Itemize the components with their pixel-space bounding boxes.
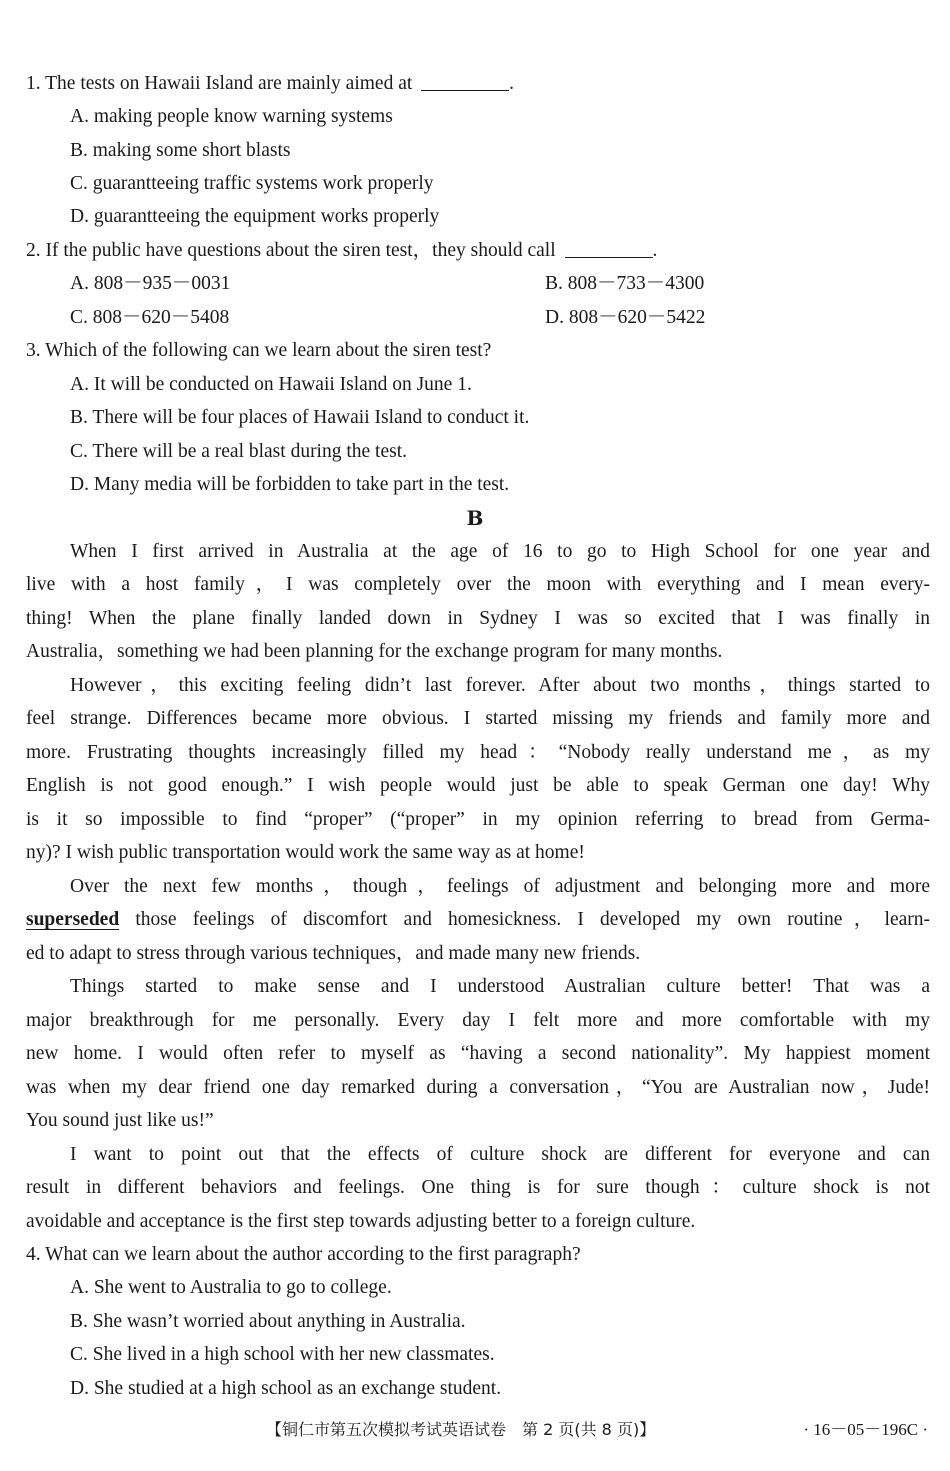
question-4-option-d: D. She studied at a high school as an exchange student. <box>70 1378 502 1399</box>
paragraph-3-line <box>26 903 930 937</box>
question-3-option-c: C. There will be a real blast during the test. <box>70 441 408 462</box>
answer-blank <box>565 235 653 258</box>
paragraph-5-line: avoidable and acceptance is the first step towards adjusting better to a foreign culture. <box>26 1211 696 1232</box>
question-4-option-a: A. She went to Australia to go to college. <box>70 1277 392 1298</box>
paragraph-3-line: ed to adapt to stress through various techniques，and made many new friends. <box>26 943 641 964</box>
question-2-text: 2. If the public have questions about the siren test，they should call <box>26 240 561 261</box>
paragraph-2-line: However，this exciting feeling didn’t last forever. After about two months，things started to <box>70 675 930 696</box>
question-3-option-a: A. It will be conducted on Hawaii Island on June 1. <box>70 374 472 395</box>
question-2-option-c: C. 808－620－5408 <box>70 307 230 328</box>
paragraph-1-line: Australia，something we had been planning for the exchange program for many months. <box>26 641 723 662</box>
paragraph-4-line: You sound just like us!” <box>26 1110 214 1131</box>
paragraph-4-line: Things started to make sense and I understood Australian culture better! That was a <box>70 976 930 997</box>
paragraph-2-line: feel strange. Differences became more obvious. I started missing my friends and family more and <box>26 708 930 729</box>
question-1-option-a: A. making people know warning systems <box>70 106 393 127</box>
question-2-option-b: B. 808－733－4300 <box>545 273 705 294</box>
question-2-stem <box>26 234 657 268</box>
section-b-heading: B <box>466 506 484 530</box>
paragraph-1-line: live with a host family，I was completely over the moon with everything and I mean every- <box>26 574 931 595</box>
question-4-option-c: C. She lived in a high school with her new classmates. <box>70 1344 495 1365</box>
paragraph-2-line: English is not good enough.” I wish people would just be able to speak German one day! Why <box>26 775 930 796</box>
paragraph-2-line: is it so impossible to find “proper” (“proper” in my opinion referring to bread from Germa- <box>26 809 930 830</box>
page-footer-title: 【铜仁市第五次模拟考试英语试卷 第 2 页(共 8 页)】 <box>266 1420 656 1439</box>
question-1-option-d: D. guarantteeing the equipment works properly <box>70 206 440 227</box>
question-1-option-b: B. making some short blasts <box>70 140 291 161</box>
underlined-word: superseded <box>26 909 120 930</box>
question-3-stem: 3. Which of the following can we learn about the siren test? <box>26 340 492 361</box>
paragraph-4-line: major breakthrough for me personally. Every day I felt more and more comfortable with my <box>26 1010 930 1031</box>
paragraph-1-line: When I first arrived in Australia at the age of 16 to go to High School for one year and <box>70 541 930 562</box>
question-1-option-c: C. guarantteeing traffic systems work properly <box>70 173 434 194</box>
paragraph-4-line: was when my dear friend one day remarked during a conversation，“You are Australian now，Jude! <box>26 1077 930 1098</box>
question-4-stem: 4. What can we learn about the author according to the first paragraph? <box>26 1244 581 1265</box>
paragraph-3-text: those feelings of discomfort and homesickness. I developed my own routine，learn- <box>119 909 930 930</box>
paragraph-5-line: result in different behaviors and feelings. One thing is for sure though：culture shock is not <box>26 1177 930 1198</box>
paragraph-1-line: thing! When the plane finally landed down in Sydney I was so excited that I was finally in <box>26 608 930 629</box>
question-2-option-a: A. 808－935－0031 <box>70 273 231 294</box>
question-4-option-b: B. She wasn’t worried about anything in Australia. <box>70 1311 466 1332</box>
paragraph-2-line: more. Frustrating thoughts increasingly filled my head：“Nobody really understand me，as my <box>26 742 930 763</box>
paragraph-4-line: new home. I would often refer to myself as “having a second nationality”. My happiest moment <box>26 1043 930 1064</box>
question-1-text: 1. The tests on Hawaii Island are mainly aimed at <box>26 73 418 94</box>
page-footer-code: · 16－05－196C · <box>803 1420 928 1439</box>
answer-blank <box>421 68 509 91</box>
question-2-end: . <box>652 240 658 261</box>
question-1-stem <box>26 67 514 101</box>
question-1-end: . <box>509 73 515 94</box>
paragraph-2-line: ny)? I wish public transportation would work the same way as at home! <box>26 842 585 863</box>
question-3-option-d: D. Many media will be forbidden to take part in the test. <box>70 474 510 495</box>
question-2-option-d: D. 808－620－5422 <box>545 307 706 328</box>
paragraph-3-line: Over the next few months，though，feelings of adjustment and belonging more and more <box>70 876 930 897</box>
question-3-option-b: B. There will be four places of Hawaii Island to conduct it. <box>70 407 530 428</box>
paragraph-5-line: I want to point out that the effects of culture shock are different for everyone and can <box>70 1144 930 1165</box>
